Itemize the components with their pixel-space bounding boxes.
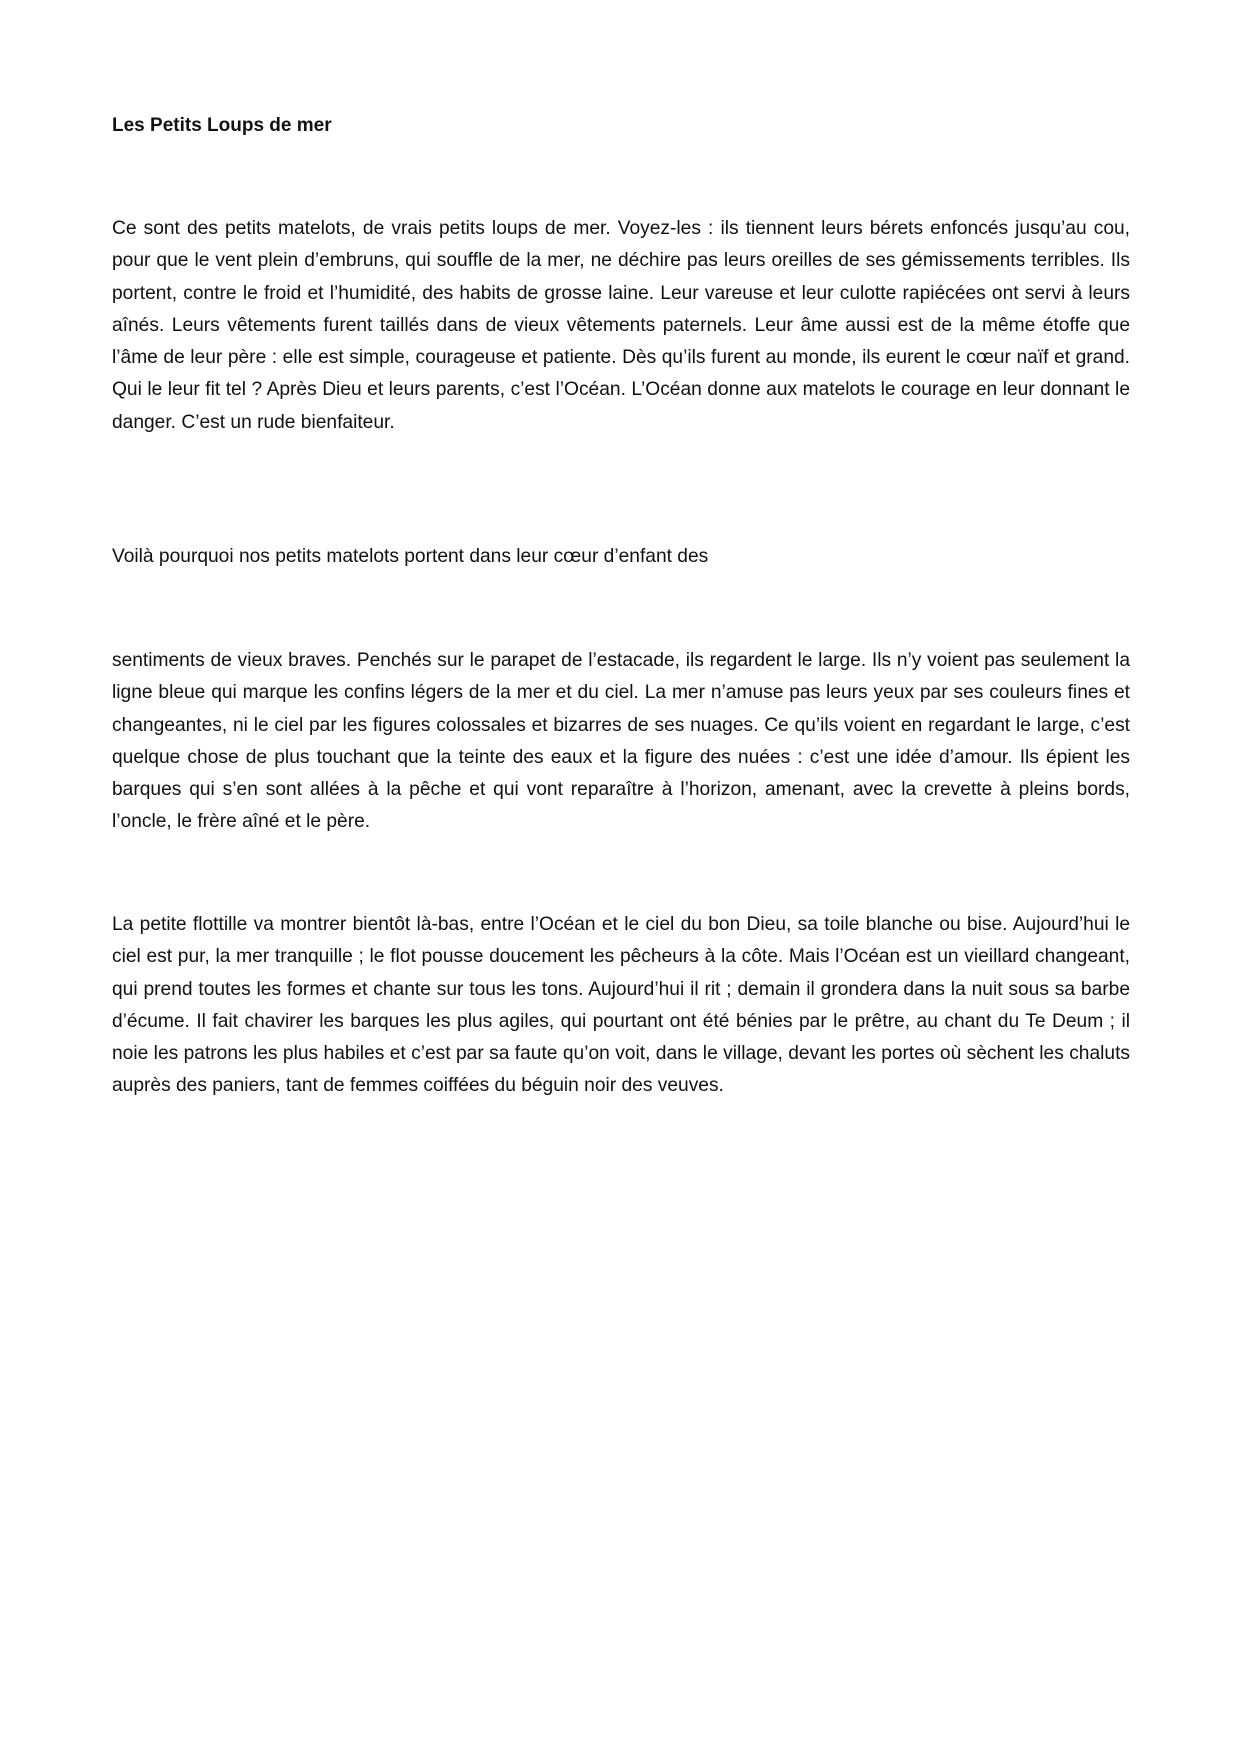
paragraph-1: Ce sont des petits matelots, de vrais petits loups de mer. Voyez-les : ils tiennent leurs bérets enfoncés jusqu’au cou, pour que le vent plein d’embruns, qui souffle de la mer, ne déchire pas leurs oreilles de ses gémissements terribles. Ils portent, contre le froid et l’humidité, des habits de grosse laine. Leur vareuse et leur culotte rapiécées ont servi à leurs aînés. Leurs vêtements furent taillés dans de vieux vêtements paternels. Leur âme aussi est de la même étoffe que l’âme de leur père : elle est simple, courageuse et patiente. Dès qu’ils furent au monde, ils eurent le cœur naïf et grand. Qui le leur fit tel ? Après Dieu et leurs parents, c’est l’Océan. L’Océan donne aux matelots le courage en leur donnant le danger. C’est un rude bienfaiteur. xyxy=(112,218,1130,433)
document-title: Les Petits Loups de mer xyxy=(112,115,332,136)
paragraph-3: sentiments de vieux braves. Penchés sur le parapet de l’estacade, ils regardent le large. Ils n’y voient pas seulement la ligne bleue qui marque les confins légers de la mer et du ciel. La mer n’amuse pas leurs yeux par ses couleurs fines et changeantes, ni le ciel par les figures colossales et bizarres de ses nuages. Ce qu’ils voient en regardant le large, c’est quelque chose de plus touchant que la teinte des eaux et la figure des nuées : c’est une idée d’amour. Ils épient les barques qui s’en sont allées à la pêche et qui vont reparaître à l’horizon, amenant, avec la crevette à pleins bords, l’oncle, le frère aîné et le père. xyxy=(112,650,1130,833)
paragraph-2: Voilà pourquoi nos petits matelots portent dans leur cœur d’enfant des xyxy=(112,546,709,567)
paragraph-4: La petite flottille va montrer bientôt là-bas, entre l’Océan et le ciel du bon Dieu, sa toile blanche ou bise. Aujourd’hui le ciel est pur, la mer tranquille ; le flot pousse doucement les pêcheurs à la côte. Mais l’Océan est un vieillard changeant, qui prend toutes les formes et chante sur tous les tons. Aujourd’hui il rit ; demain il grondera dans la nuit sous sa barbe d’écume. Il fait chavirer les barques les plus agiles, qui pourtant ont été bénies par le prêtre, au chant du Te Deum ; il noie les patrons les plus habiles et c’est par sa faute qu’on voit, dans le village, devant les portes où sèchent les chaluts auprès des paniers, tant de femmes coiffées du béguin noir des veuves. xyxy=(112,914,1130,1097)
